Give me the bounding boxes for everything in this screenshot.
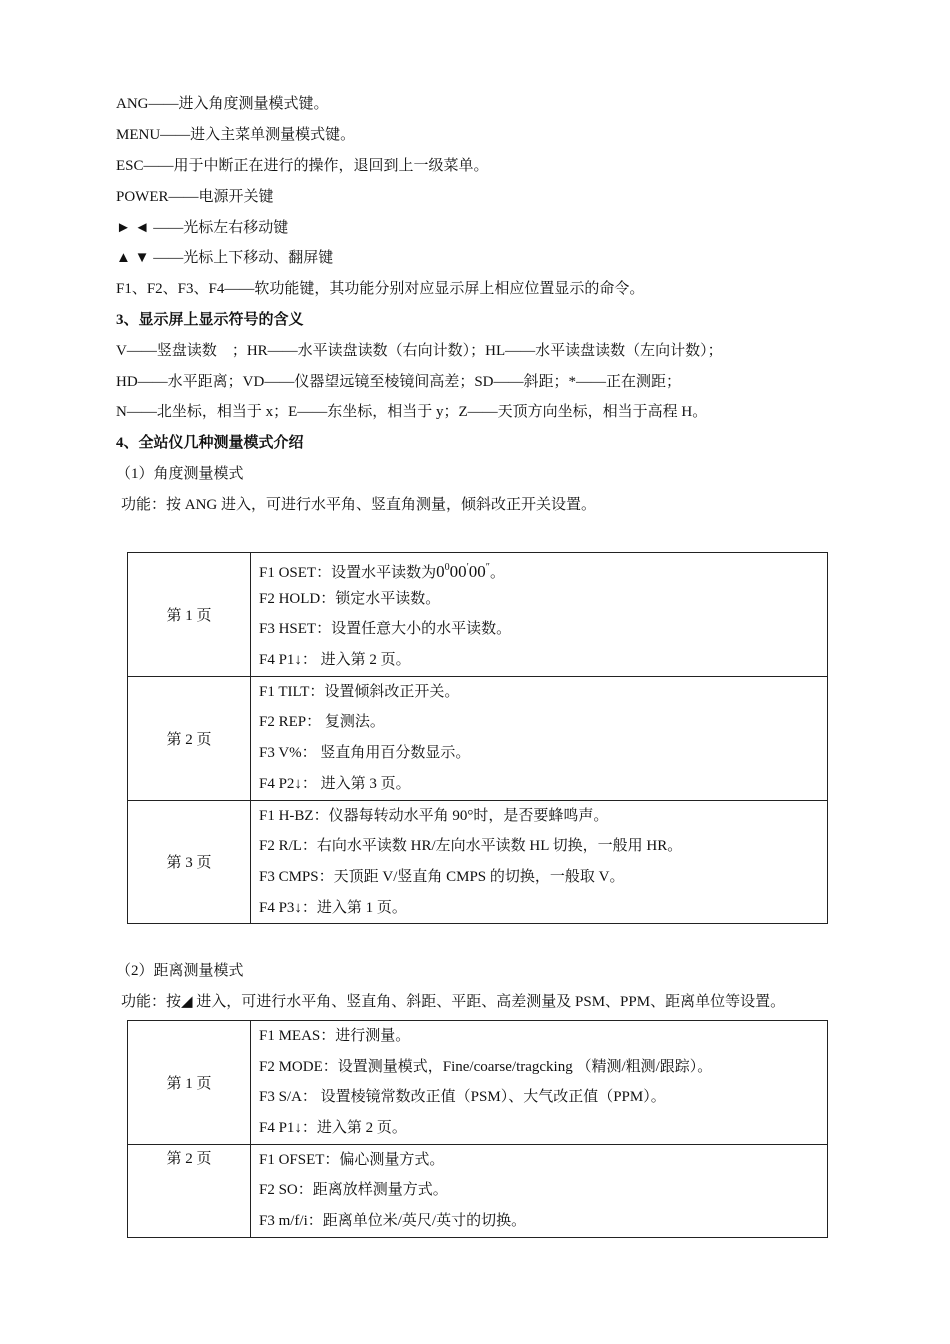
mode1-title: （1）角度测量模式 (116, 466, 244, 482)
oset-value (436, 562, 490, 581)
command-item: F1 H-BZ：仪器每转动水平角 90°时，是否要蜂鸣声。 (259, 807, 609, 824)
mode2-title: （2）距离测量模式 (116, 963, 244, 979)
command-item: F3 V%： 竖直角用百分数显示。 (259, 745, 471, 762)
key-ang: ANG——进入角度测量模式键。 (116, 96, 329, 112)
value-part: ″ (485, 562, 490, 573)
command-item: F1 MEAS：进行测量。 (259, 1028, 411, 1044)
command-item: F2 MODE：设置测量模式，Fine/coarse/tragcking （精测/粗测/跟踪）。 (259, 1058, 713, 1075)
command-item: F3 CMPS：天顶距 V/竖直角 CMPS 的切换，一般取 V。 (259, 868, 625, 885)
key-esc: ESC——用于中断正在进行的操作，退回到上一级菜单。 (116, 158, 489, 174)
page-label: 第 2 页 (128, 676, 251, 800)
key-left-right: ► ◄ ——光标左右移动键 (116, 220, 289, 236)
command-item: F2 REP： 复测法。 (259, 714, 385, 731)
command-item: F1 TILT：设置倾斜改正开关。 (259, 683, 460, 700)
key-menu: MENU——进入主菜单测量模式键。 (116, 127, 356, 143)
table-row (128, 1021, 828, 1145)
section3-line: N——北坐标，相当于 x；E——东坐标，相当于 y；Z——天顶方向坐标，相当于高程 H。 (116, 404, 708, 420)
key-function: F1、F2、F3、F4——软功能键，其功能分别对应显示屏上相应位置显示的命令。 (116, 281, 645, 297)
section3-heading: 3、显示屏上显示符号的含义 (116, 312, 304, 328)
mode1-function: 功能：按 ANG 进入，可进行水平角、竖直角测量，倾斜改正开关设置。 (121, 497, 597, 513)
page-label: 第 2 页 (128, 1144, 251, 1237)
angle-mode-table (127, 552, 828, 924)
section3-line: V——竖盘读数 ；HR——水平读盘读数（右向计数）；HL——水平读盘读数（左向计数）； (116, 343, 723, 359)
command-item: F4 P2↓： 进入第 3 页。 (259, 775, 411, 792)
table-row (128, 553, 828, 677)
command-item: F3 HSET：设置任意大小的水平读数。 (259, 621, 512, 638)
command-item: F2 SO：距离放样测量方式。 (259, 1182, 448, 1199)
value-part: 。 (489, 565, 505, 581)
command-item: F3 m/f/i：距离单位米/英尺/英寸的切换。 (259, 1213, 527, 1230)
distance-mode-table (127, 1020, 828, 1238)
command-list (251, 1021, 828, 1145)
value-part: 00 (449, 562, 467, 581)
key-power: POWER——电源开关键 (116, 189, 274, 205)
key-up-down: ▲ ▼ ——光标上下移动、翻屏键 (116, 250, 334, 266)
value-part: 0 (436, 562, 445, 581)
value-part: 0 (444, 562, 450, 573)
page-label: 第 3 页 (128, 800, 251, 924)
value-part: ′ (466, 562, 469, 573)
table-row (128, 800, 828, 924)
command-item: F4 P1↓： 进入第 2 页。 (259, 652, 411, 669)
command-item: F2 HOLD：锁定水平读数。 (259, 590, 441, 607)
command-item: F4 P3↓：进入第 1 页。 (259, 899, 407, 916)
command-item: F3 S/A： 设置棱镜常数改正值（PSM）、大气改正值（PPM）。 (259, 1089, 666, 1106)
command-list (251, 800, 828, 924)
mode2-function: 功能：按◢ 进入，可进行水平角、竖直角、斜距、平距、高差测量及 PSM、PPM、距离单位等设置。 (121, 994, 786, 1010)
command-list (251, 553, 828, 677)
table-row (128, 1144, 828, 1237)
section4-heading: 4、全站仪几种测量模式介绍 (116, 435, 304, 451)
table-row (128, 676, 828, 800)
command-item: F4 P1↓：进入第 2 页。 (259, 1120, 407, 1137)
command-item: F1 OFSET：偏心测量方式。 (259, 1151, 445, 1168)
page-label: 第 1 页 (128, 1021, 251, 1145)
page-label: 第 1 页 (128, 553, 251, 677)
section3-line: HD——水平距离；VD——仪器望远镜至棱镜间高差；SD——斜距；*——正在测距； (116, 374, 682, 390)
command-text: F1 OSET：设置水平读数为 (259, 565, 437, 581)
command-item: F2 R/L：右向水平读数 HR/左向水平读数 HL 切换，一般用 HR。 (259, 838, 683, 855)
command-item (259, 553, 827, 584)
command-list (251, 676, 828, 800)
value-part: 00 (468, 562, 486, 581)
command-list (251, 1144, 828, 1237)
